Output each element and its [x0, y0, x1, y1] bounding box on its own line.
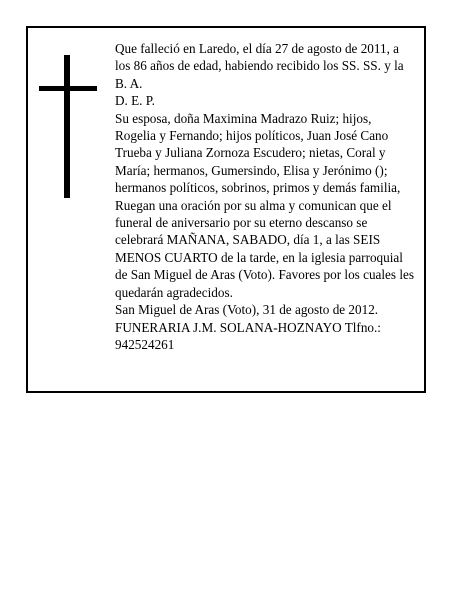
notice-text — [115, 40, 415, 353]
funeral-home-contact: FUNERARIA J.M. SOLANA-HOZNAYO Tlfno.: 942524261 — [115, 319, 381, 352]
cross-vertical-bar — [64, 55, 70, 198]
obituary-notice — [26, 26, 426, 393]
family-list: Su esposa, doña Maximina Madrazo Ruiz; hijos, Rogelia y Fernando; hijos políticos, Juan José Cano Trueba y Juliana Zornoza Escudero; nietas, Coral y María; hermanos, Gumersindo, Elisa y Jerónimo (); hermanos políticos, sobrinos, primos y demás familia, — [115, 110, 401, 196]
funeral-announcement: Ruegan una oración por su alma y comunican que el funeral de aniversario por su eterno descanso se celebrará MAÑANA, SABADO, día 1, a las SEIS MENOS CUARTO de la tarde, en la iglesia parroquial de San Miguel de Aras (Voto). Favores por los cuales les quedarán agradecidos. — [115, 197, 414, 300]
place-date-line: San Miguel de Aras (Voto), 31 de agosto de 2012. — [115, 302, 379, 318]
cross-horizontal-bar — [39, 86, 97, 91]
death-statement: Que falleció en Laredo, el día 27 de agosto de 2011, a los 86 años de edad, habiendo recibido los SS. SS. y la B. A. — [115, 41, 404, 91]
dep-line: D. E. P. — [115, 93, 155, 109]
latin-cross-icon — [39, 55, 97, 198]
